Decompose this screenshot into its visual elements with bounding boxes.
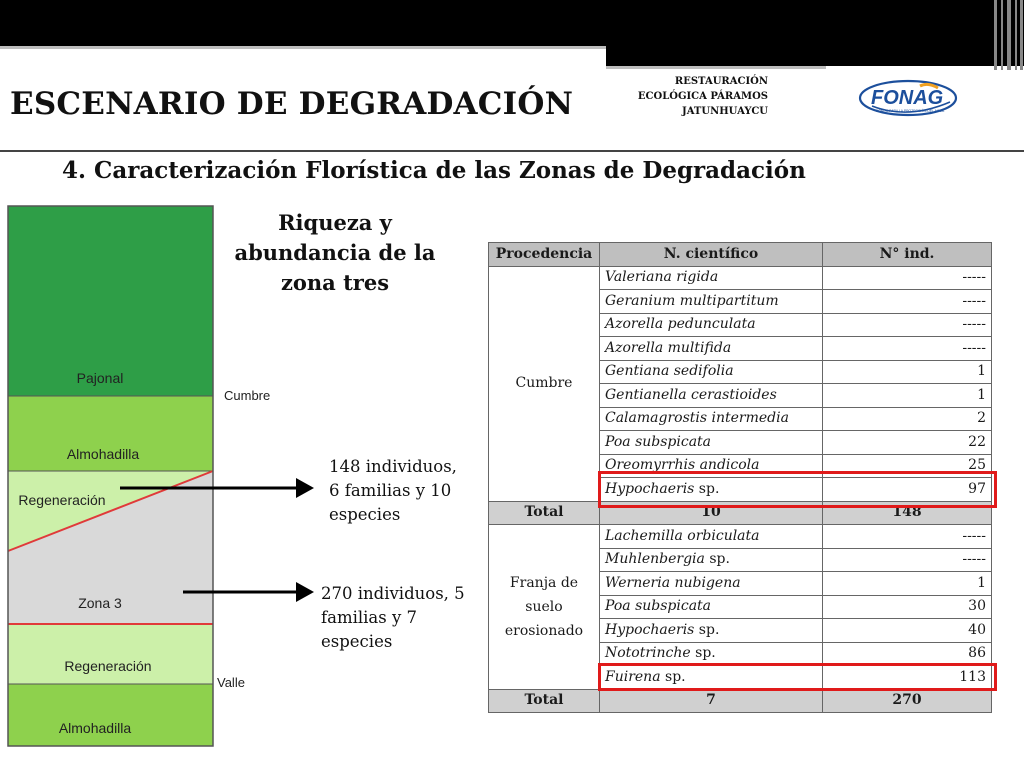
highlight-box-fuirena — [598, 663, 997, 691]
species-cell — [600, 572, 823, 596]
species-name: Oreomyrrhis andicola — [605, 457, 760, 474]
arrow-top-head — [296, 476, 316, 500]
count-cell: 22 — [823, 431, 992, 455]
species-cell — [600, 525, 823, 549]
almohadilla-bottom-band — [8, 684, 213, 746]
total-count: 148 — [823, 501, 992, 525]
count-cell: 30 — [823, 595, 992, 619]
species-suffix: sp. — [704, 551, 730, 568]
species-cell — [600, 290, 823, 314]
brand-text — [606, 74, 768, 119]
note-line: 270 individuos, 5 — [321, 584, 465, 603]
species-name: Azorella pedunculata — [605, 316, 756, 333]
label-zona3: Zona 3 — [78, 595, 122, 611]
species-cell — [600, 337, 823, 361]
count-cell: 1 — [823, 384, 992, 408]
total-label: Total — [489, 501, 600, 525]
count-cell: 25 — [823, 454, 992, 478]
species-name: Muhlenbergia — [605, 551, 705, 568]
species-name: Azorella multifida — [605, 339, 732, 356]
label-almohadilla-top: Almohadilla — [66, 446, 140, 462]
table-row — [489, 525, 992, 549]
brand-line: ECOLÓGICA PÁRAMOS — [637, 91, 768, 102]
species-name: Gentianella cerastioides — [605, 386, 777, 403]
total-count: 270 — [823, 689, 992, 713]
procedencia-cell — [489, 525, 600, 690]
highlight-box-hypochaeris — [598, 471, 997, 508]
note-line: 148 individuos, — [329, 457, 457, 476]
species-cell — [600, 619, 823, 643]
species-name: Nototrinche — [605, 645, 691, 662]
label-valle: Valle — [217, 675, 245, 690]
species-suffix: sp. — [694, 480, 720, 497]
count-cell: ----- — [823, 337, 992, 361]
species-cell — [600, 431, 823, 455]
count-cell: ----- — [823, 525, 992, 549]
species-suffix: sp. — [660, 668, 686, 685]
species-cell — [600, 595, 823, 619]
total-species: 7 — [600, 689, 823, 713]
species-name: Werneria nubigena — [605, 574, 741, 591]
species-cell — [600, 313, 823, 337]
label-almohadilla-bottom: Almohadilla — [58, 720, 132, 736]
logo-subtext: FONDO PARA LA PROTECCIÓN DEL AGUA — [876, 109, 945, 113]
species-suffix: sp. — [690, 645, 716, 662]
species-cell — [600, 407, 823, 431]
note-line: familias y 7 — [321, 608, 418, 627]
page-title: ESCENARIO DE DEGRADACIÓN — [10, 86, 574, 122]
fonag-logo — [858, 76, 962, 120]
count-cell: 1 — [823, 572, 992, 596]
label-regeneracion-bottom: Regeneración — [64, 658, 152, 674]
label-pajonal: Pajonal — [76, 370, 124, 386]
count-cell: 40 — [823, 619, 992, 643]
regeneracion-bottom-band — [8, 624, 213, 684]
note-line: 6 familias y 10 — [329, 481, 452, 500]
species-name: Hypochaeris — [605, 621, 695, 638]
arrow-bottom-head — [296, 580, 316, 604]
top-bar — [0, 0, 1024, 46]
species-name: Valeriana rigida — [605, 269, 719, 286]
label-regeneracion-top: Regeneración — [18, 492, 106, 508]
note-line: especies — [321, 632, 393, 651]
col-header-species: N. científico — [600, 243, 823, 267]
total-species: 10 — [600, 501, 823, 525]
logo-text: FONAG — [871, 87, 944, 109]
count-cell: 97 — [823, 478, 992, 502]
zone-profile-diagram — [0, 200, 300, 760]
procedencia-label: erosionado — [504, 622, 584, 639]
species-name: Fuirena — [605, 668, 661, 685]
table-header-row — [489, 243, 992, 267]
count-cell: ----- — [823, 313, 992, 337]
header-stripes — [990, 0, 1024, 70]
species-cell — [600, 384, 823, 408]
procedencia-label: Cumbre — [515, 375, 573, 391]
brand-line: JATUNHUAYCU — [681, 106, 768, 117]
species-cell — [600, 642, 823, 666]
zone-title: Riqueza y abundancia de la zona tres — [234, 210, 436, 295]
species-suffix: sp. — [694, 621, 720, 638]
label-cumbre: Cumbre — [224, 388, 271, 403]
species-cell — [600, 360, 823, 384]
total-row — [489, 689, 992, 713]
header-divider — [0, 150, 1024, 152]
species-name: Geranium multipartitum — [605, 292, 779, 309]
species-cell — [600, 266, 823, 290]
total-label: Total — [489, 689, 600, 713]
count-cell: ----- — [823, 266, 992, 290]
count-cell: 113 — [823, 666, 992, 690]
count-cell: 86 — [823, 642, 992, 666]
species-name: Gentiana sedifolia — [605, 363, 734, 380]
note-zone-bottom — [321, 582, 465, 654]
species-cell — [600, 548, 823, 572]
note-zone-top — [329, 455, 457, 527]
col-header-count: N° ind. — [823, 243, 992, 267]
species-name: Poa subspicata — [605, 598, 712, 615]
species-name: Poa subspicata — [605, 433, 712, 450]
count-cell: ----- — [823, 548, 992, 572]
table-row — [489, 266, 992, 290]
procedencia-cell — [489, 266, 600, 501]
count-cell: ----- — [823, 290, 992, 314]
count-cell: 1 — [823, 360, 992, 384]
col-header-procedencia: Procedencia — [489, 243, 600, 267]
species-name: Hypochaeris — [605, 480, 695, 497]
count-cell: 2 — [823, 407, 992, 431]
brand-line: RESTAURACIÓN — [674, 76, 768, 87]
header-accent-line-right — [606, 66, 826, 69]
species-name: Lachemilla orbiculata — [605, 527, 760, 544]
top-bar-extension — [606, 46, 1024, 66]
species-name: Calamagrostis intermedia — [605, 410, 789, 427]
pajonal-band — [8, 206, 213, 396]
note-line: especies — [329, 505, 401, 524]
header-accent-line — [0, 46, 606, 49]
section-subtitle: 4. Caracterización Florística de las Zonas de Degradación — [62, 157, 806, 184]
procedencia-label: suelo — [525, 598, 563, 615]
procedencia-label: Franja de — [509, 574, 579, 591]
